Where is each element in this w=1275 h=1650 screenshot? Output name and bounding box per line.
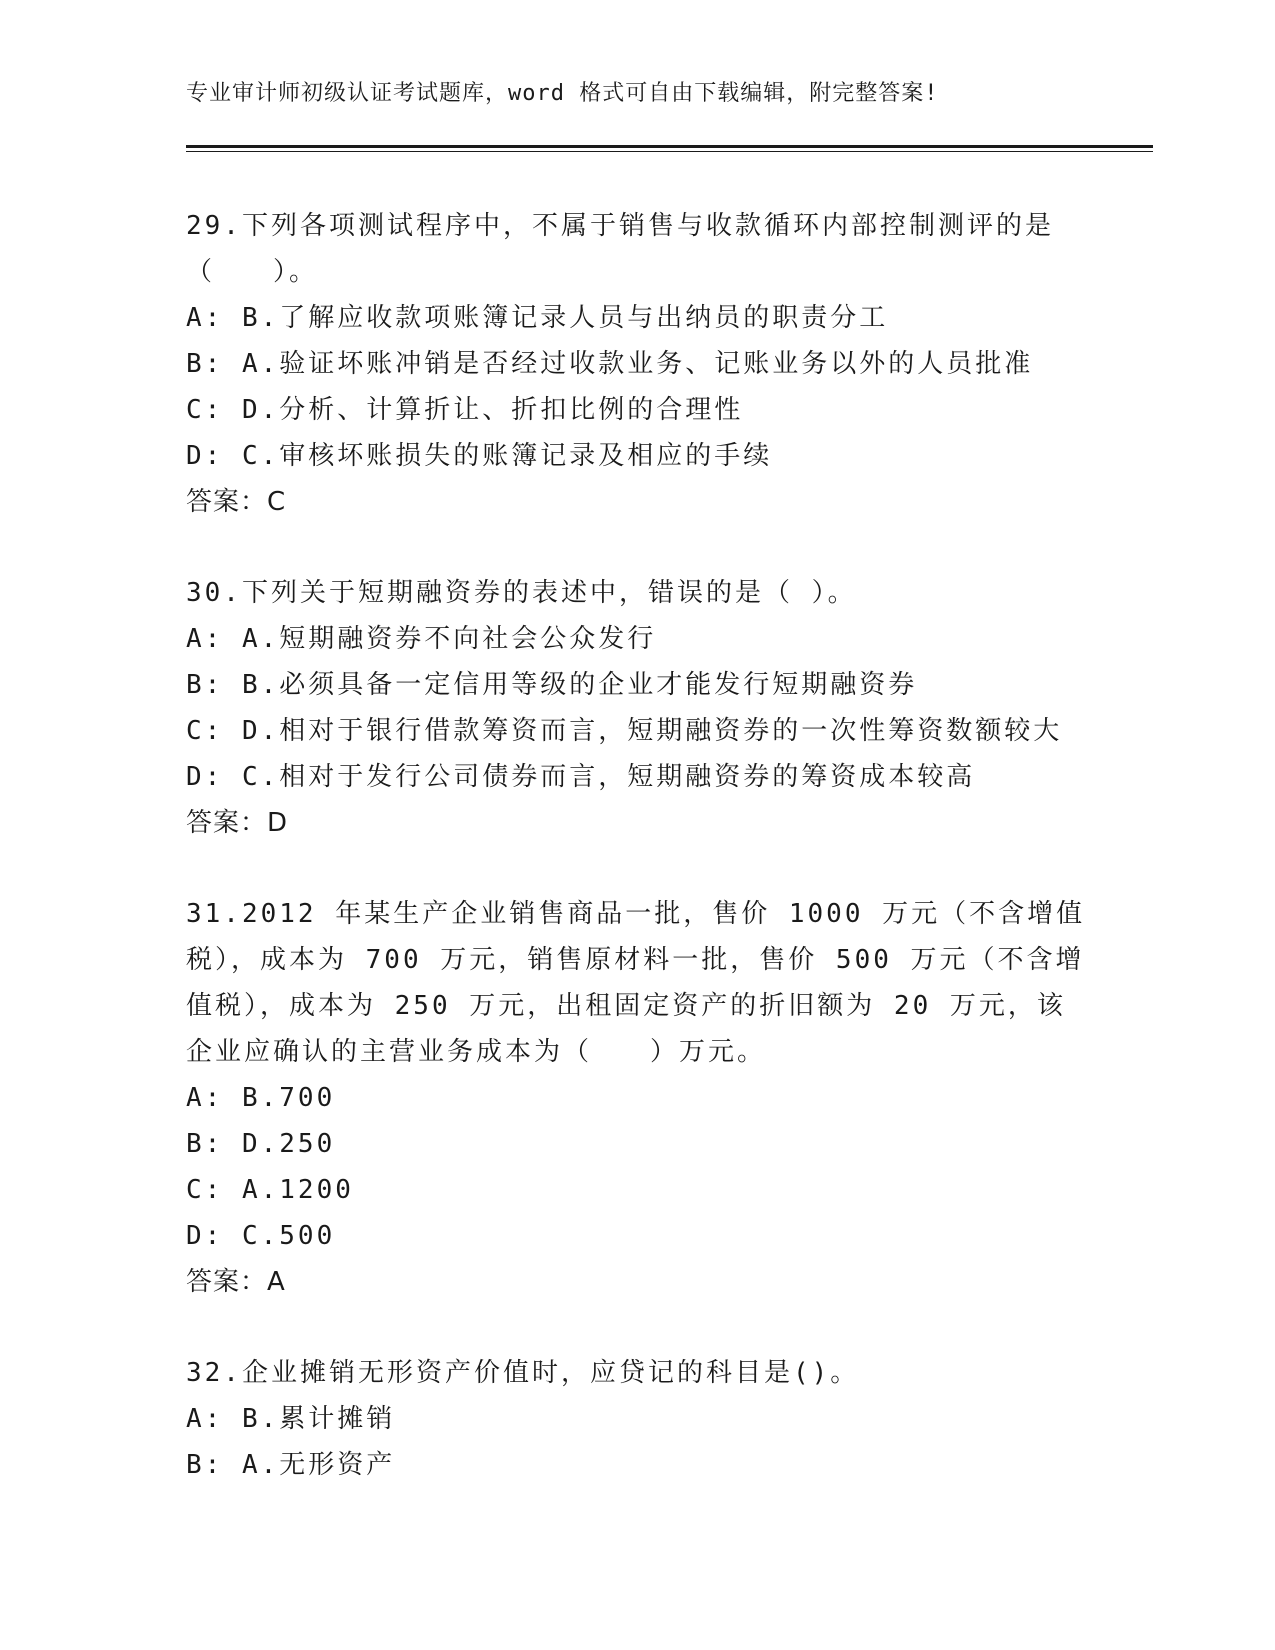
option-b: B: B.必须具备一定信用等级的企业才能发行短期融资券 bbox=[186, 670, 918, 700]
option-a: A: B.700 bbox=[186, 1083, 336, 1113]
question-29 bbox=[186, 203, 1086, 525]
option-b: B: A.无形资产 bbox=[186, 1450, 396, 1480]
option-c: C: A.1200 bbox=[186, 1175, 354, 1205]
option-b: B: D.250 bbox=[186, 1129, 336, 1159]
question-31 bbox=[186, 891, 1086, 1305]
option-d: D: C.500 bbox=[186, 1221, 336, 1251]
question-30 bbox=[186, 570, 1086, 846]
question-stem: 31.2012 年某生产企业销售商品一批，售价 1000 万元（不含增值税），成本为 700 万元，销售原材料一批，售价 500 万元（不含增值税），成本为 250 万元，出租固定资产的折旧额为 20 万元，该企业应确认的主营业务成本为（ ）万元。 bbox=[186, 899, 1086, 1067]
option-d: D: C.审核坏账损失的账簿记录及相应的手续 bbox=[186, 441, 773, 471]
question-list bbox=[186, 203, 1086, 1533]
page-header-note: 专业审计师初级认证考试题库，word 格式可自由下载编辑，附完整答案! bbox=[186, 81, 939, 106]
option-a: A: B.累计摊销 bbox=[186, 1404, 396, 1434]
option-b: B: A.验证坏账冲销是否经过收款业务、记账业务以外的人员批准 bbox=[186, 349, 1034, 379]
option-c: C: D.相对于银行借款筹资而言，短期融资券的一次性筹资数额较大 bbox=[186, 716, 1063, 746]
answer-label: 答案：D bbox=[186, 808, 289, 838]
question-stem: 30.下列关于短期融资券的表述中，错误的是（ ）。 bbox=[186, 578, 857, 608]
answer-label: 答案：C bbox=[186, 487, 287, 517]
option-d: D: C.相对于发行公司债券而言，短期融资券的筹资成本较高 bbox=[186, 762, 976, 792]
option-a: A: B.了解应收款项账簿记录人员与出纳员的职责分工 bbox=[186, 303, 889, 333]
question-stem: 29.下列各项测试程序中，不属于销售与收款循环内部控制测评的是（ ）。 bbox=[186, 211, 1054, 287]
header-divider-thin bbox=[186, 151, 1153, 152]
answer-label: 答案：A bbox=[186, 1267, 286, 1297]
question-32 bbox=[186, 1350, 1086, 1488]
question-stem: 32.企业摊销无形资产价值时，应贷记的科目是()。 bbox=[186, 1358, 860, 1388]
header-divider-thick bbox=[186, 145, 1153, 148]
option-a: A: A.短期融资券不向社会公众发行 bbox=[186, 624, 657, 654]
option-c: C: D.分析、计算折让、折扣比例的合理性 bbox=[186, 395, 744, 425]
